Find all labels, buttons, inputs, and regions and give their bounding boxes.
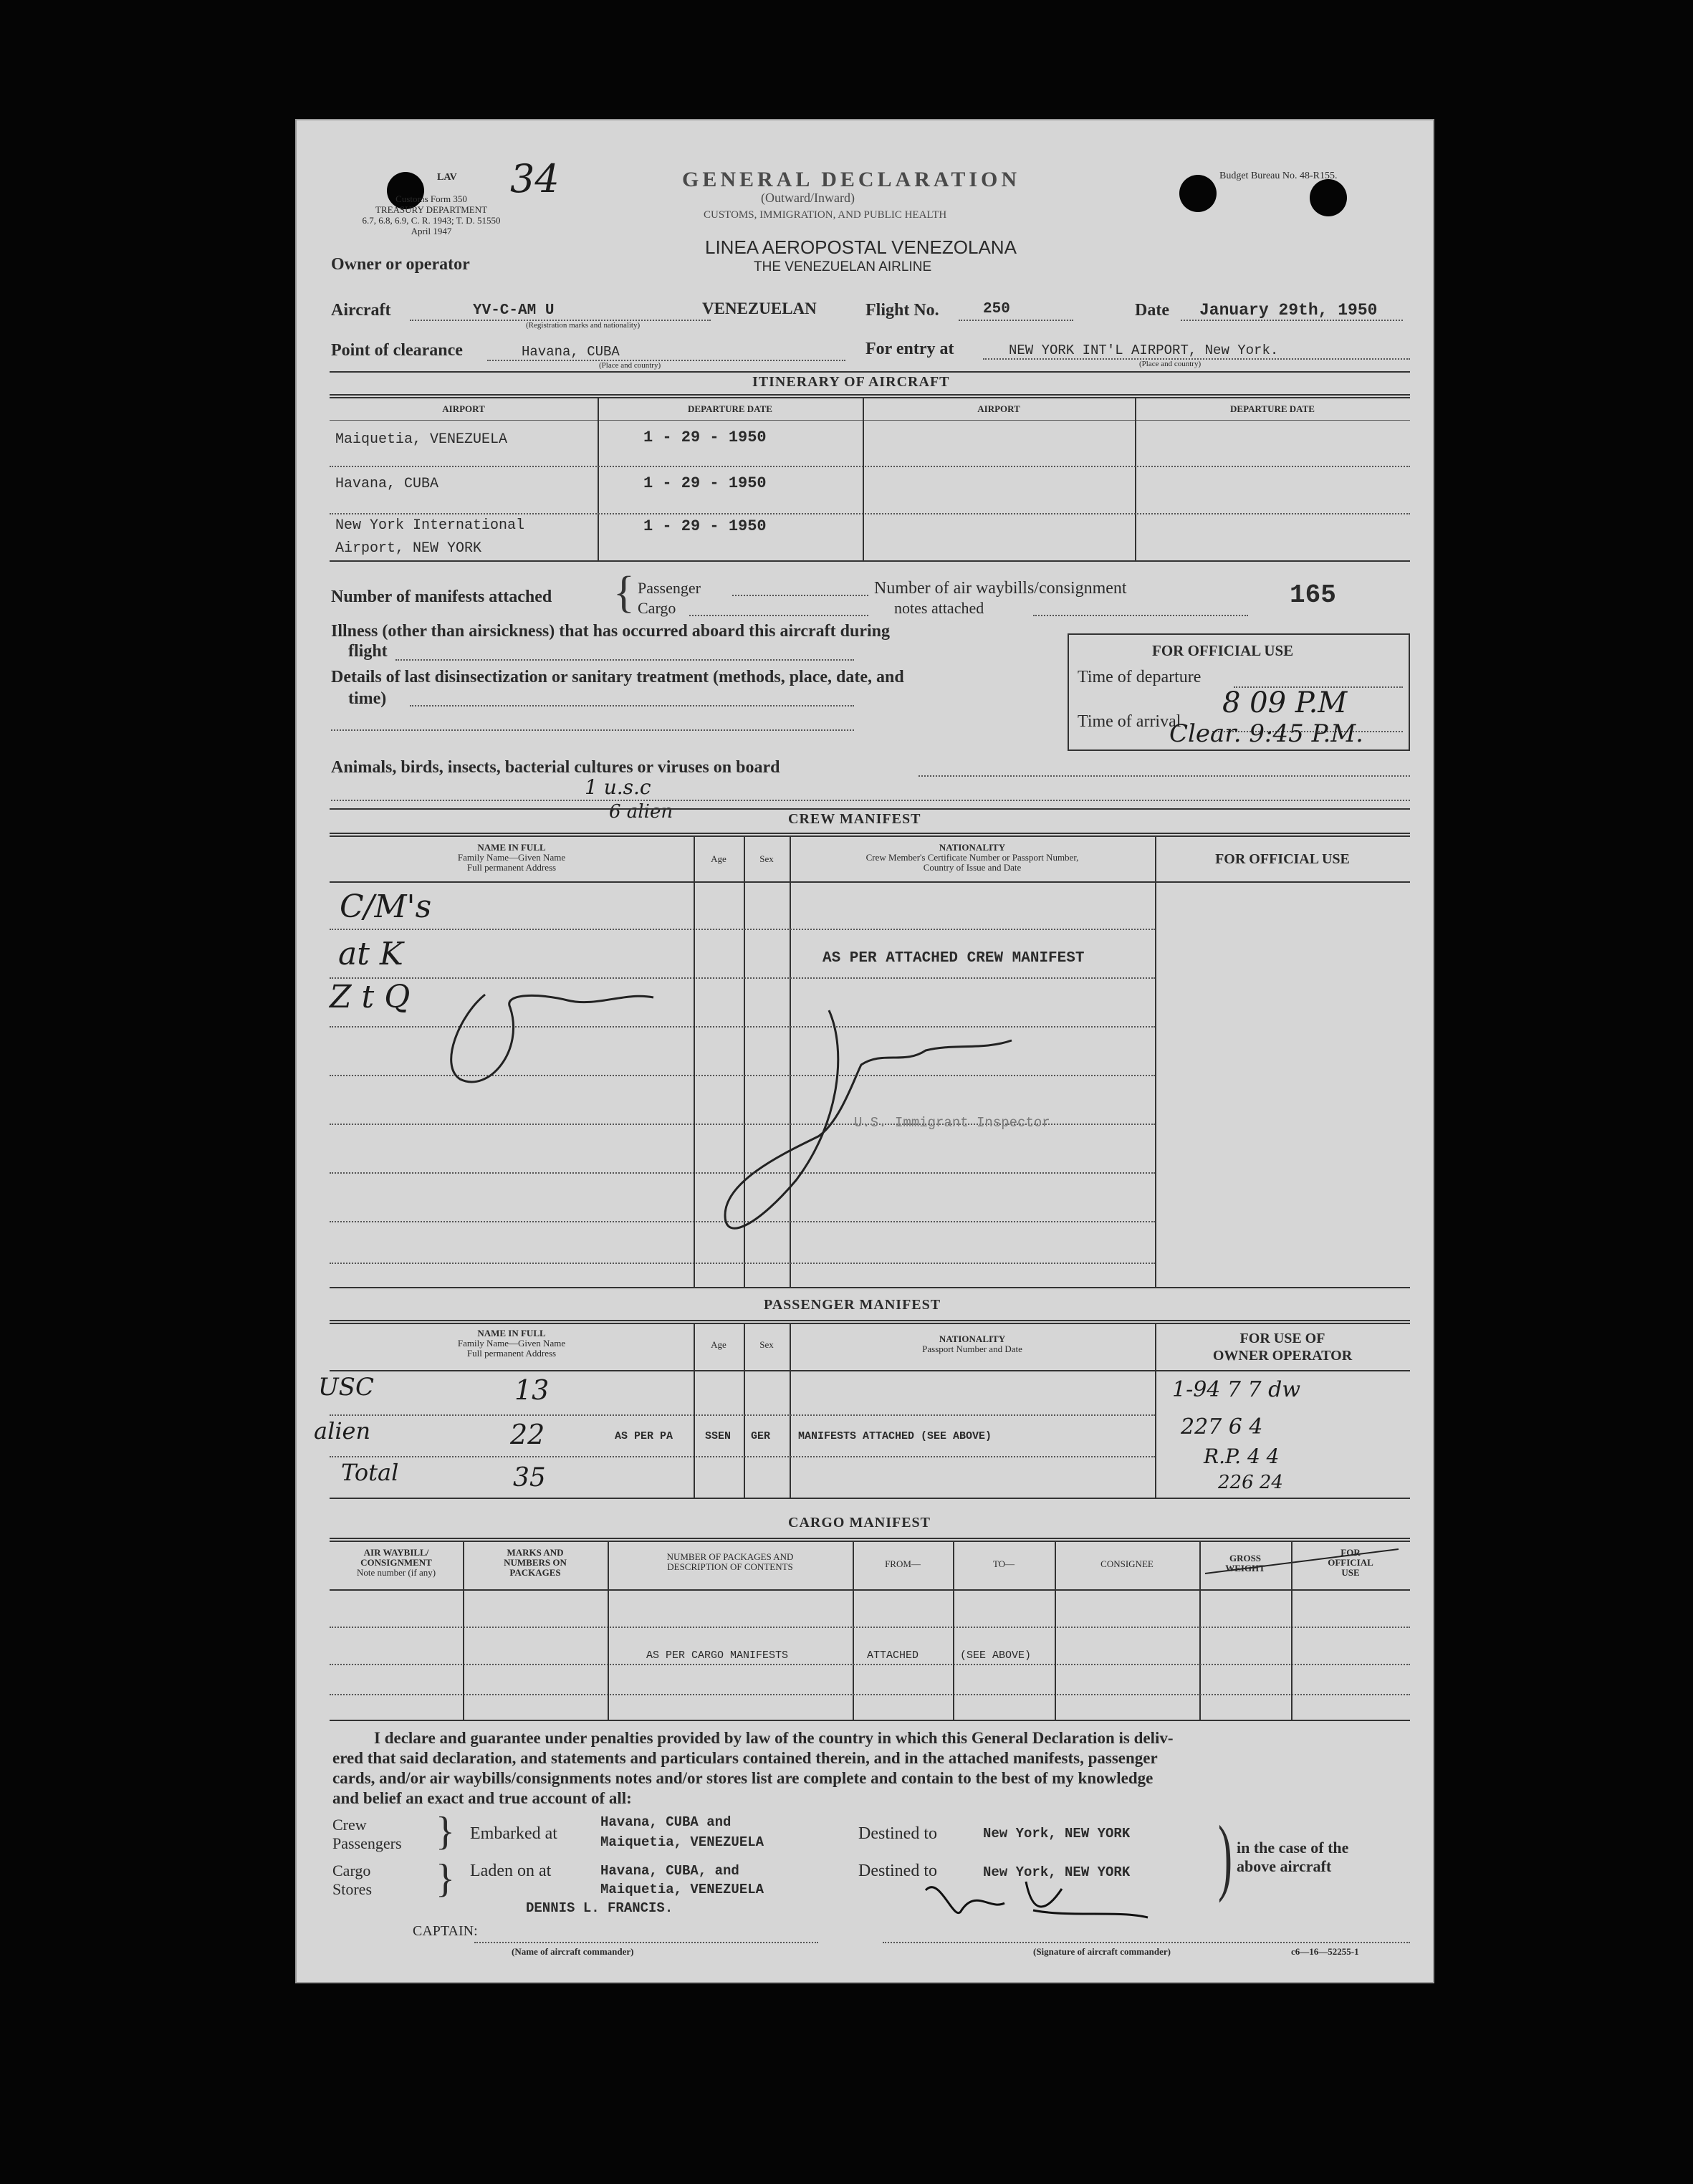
passenger-label: Passenger <box>638 579 701 597</box>
illness-label-line2: flight <box>348 642 388 661</box>
declaration-line: and belief an exact and true account of all: <box>332 1789 632 1807</box>
lav-handwritten-number: 34 <box>510 156 560 201</box>
flight-number-value: 250 <box>983 301 1010 317</box>
agencies-line: CUSTOMS, IMMIGRATION, AND PUBLIC HEALTH <box>704 209 947 221</box>
itinerary-header-date: DEPARTURE DATE <box>688 403 772 414</box>
notes-attached-label: notes attached <box>894 599 984 617</box>
inspector-signature-scribble <box>295 119 1434 1983</box>
passenger-hand-total-count: 35 <box>513 1463 546 1493</box>
embarked-value-2: Maiquetia, VENEZUELA <box>600 1834 764 1850</box>
passenger-header-age: Age <box>711 1339 726 1350</box>
passenger-body-b: SSEN <box>705 1430 732 1442</box>
date-value: January 29th, 1950 <box>1199 301 1378 320</box>
owner-tally-1: 1-94 7 7 dw <box>1172 1377 1301 1402</box>
declaration-text <box>332 1728 1174 1809</box>
waybills-label: Number of air waybills/consignment <box>874 579 1127 598</box>
disinsect-label: Details of last disinsectization or sanitary treatment (methods, place, date, and <box>331 668 904 686</box>
arrival-handwritten: 8 09 P.M <box>1222 686 1348 719</box>
crew-hand-line-1: C/M's <box>340 889 432 925</box>
passenger-hand-usc-count: 13 <box>514 1374 550 1406</box>
passenger-manifest-title: PASSENGER MANIFEST <box>764 1297 941 1313</box>
cargo-body-c: (SEE ABOVE) <box>960 1649 1032 1662</box>
form-line: April 1947 <box>411 226 452 236</box>
crew-header-name: NAME IN FULL Family Name—Given Name Full permanent Address <box>457 842 566 873</box>
form-line: 6.7, 6.8, 6.9, C. R. 1943; T. D. 51550 <box>362 215 501 226</box>
aircraft-caption: (Registration marks and nationality) <box>526 321 641 330</box>
cargo-header-waybill: AIR WAYBILL/ CONSIGNMENT Note number (if any) <box>356 1547 436 1578</box>
in-case-line-2: above aircraft <box>1237 1857 1332 1875</box>
entry-label: For entry at <box>865 340 954 358</box>
clearance-value: Havana, CUBA <box>522 344 620 360</box>
laden-value-1: Havana, CUBA, and <box>600 1863 739 1879</box>
destined-value-2: New York, NEW YORK <box>983 1864 1131 1880</box>
passenger-hand-total: Total <box>341 1459 399 1486</box>
passenger-hand-alien-count: 22 <box>510 1419 545 1450</box>
itinerary-airport-3: New York International <box>335 517 525 534</box>
official-box-title: FOR OFFICIAL USE <box>1152 642 1294 659</box>
waybills-value: 165 <box>1290 580 1336 610</box>
itinerary-header-airport-2: AIRPORT <box>977 403 1020 414</box>
cargo-header-to: TO— <box>992 1558 1015 1569</box>
itinerary-date-1: 1 - 29 - 1950 <box>643 428 767 446</box>
cargo-manifest-title: CARGO MANIFEST <box>788 1515 931 1531</box>
caption-commander-name: (Name of aircraft commander) <box>512 1946 634 1957</box>
decl-crew: Crew <box>332 1816 367 1834</box>
passenger-body-d: MANIFESTS ATTACHED (SEE ABOVE) <box>798 1430 992 1442</box>
passenger-header-nationality: NATIONALITY Passport Number and Date <box>922 1333 1022 1354</box>
cargo-body-b: ATTACHED <box>867 1649 919 1662</box>
caption-commander-signature: (Signature of aircraft commander) <box>1033 1946 1171 1957</box>
budget-number: Budget Bureau No. 48-R155. <box>1219 171 1338 181</box>
destined-label-1: Destined to <box>858 1824 937 1843</box>
declaration-form: LAV 34 Customs Form 350 TREASURY DEPARTMENT 6.7, 6.8, 6.9, C. R. 1943; T. D. 51550 April 1947 GENERAL DECLARATION (Outward/Inward) CUSTOMS, IMMIGRATION, AND PUBLIC HEALTH Budget Bureau No. 48-R155. LINEA AEROPOSTAL VENEZOLANA THE VENEZUELAN AIRLINE Owner or operator Aircraft YV-C-AM U VENEZUELAN (Registration marks and nationality) Flight No. 250 Date January 29th, 1950 Point of clearance Havana, CUBA (Place and country) For entry at NEW YORK INT'L AIRPORT, New York. (Place and country) ITINERARY OF AIRCRAFT AIRPORT DEPARTURE DATE AIRPORT DEPARTURE DATE Maiquetia, VENEZUELA 1 - 29 - 1950 Havana, CUBA 1 - 29 - 1950 New York International Airport, NEW YORK 1 - 29 - 1950 Number of manifests attached { Passenger Cargo Number of air waybills/consignment notes attached 165 Illness (other than airsickness) that has occurred aboard this aircraft during flight Details of last disinsectization or sanitary treatment (methods, place, date, and time) FOR OFFICIAL USE Time of departure Time of arrival 8 09 P.M Clear. 9:45 P.M. Animals, birds, insects, bacterial cultures or viruses on board 1 u.s.c 6 alien CREW MANIFEST NAME IN FULL Family Name—Given Name Full permanent Address Age Sex NATIONALITY Crew Member's Certificate Number or Passport Number, Country of Issue and Date FOR OFFICIAL USE C/M's at K Z t Q AS PER ATTACHED CREW MANIFEST U.S. Immigrant Inspector PASSENGER MANIFEST NAME IN FULL Family Name—Given Name Full permanent Address Age Sex NATIONALITY Passport Number and Date FOR USE OF OWNER OPERATOR USC alien Total 13 22 35 AS PER PA SSEN GER MANIFESTS ATTACHED (SEE ABOVE) 1-94 7 7 dw 227 6 4 R.P. 4 4 226 24 CARGO MANIFEST AIR WAYBILL/ CONSIGNMENT Note number (if any) MARKS AND NUMBERS ON PACKAGES NUMBER OF PACKAGES AND DESCRIPTION OF CONTENTS FROM— TO— CONSIGNEE GROSS WEIGHT FOR OFFICIAL USE AS PER CARGO MANIFESTS ATTACHED (SEE ABOVE) I declare and guarantee under penalties provided by law of the country in which this General Declaration is deliv- ered that said declaration, and statements and particulars contained therein, and in the attached manifests, passenger cards, and/or air waybills/consignments notes and/or stores list are complete and contain to the best of my knowledge and belief an exact and true account of all: Crew Passengers } Embarked at Havana, CUBA and Maiquetia, VENEZUELA Destined to New York, NEW YORK Cargo Stores } Laden on at Havana, CUBA, and Maiquetia, VENEZUELA Destined to New York, NEW YORK ) in the case of the above aircraft CAPTAIN: DENNIS L. FRANCIS. (Name of aircraft commander) (Signature of aircraft commander) c6—16—52255-1 <box>295 119 1434 1983</box>
cargo-header-official: FOR OFFICIAL USE <box>1328 1547 1373 1578</box>
owner-operator-label: Owner or operator <box>331 255 470 274</box>
aircraft-label: Aircraft <box>331 301 391 320</box>
in-case-line-1: in the case of the <box>1237 1839 1349 1857</box>
itinerary-header-airport: AIRPORT <box>442 403 485 414</box>
disinsect-label-line2: time) <box>348 689 387 708</box>
declaration-line: I declare and guarantee under penalties provided by law of the country in which this General Declaration is deliv- <box>374 1729 1174 1747</box>
crew-hand-line-2: at K <box>338 936 403 972</box>
crew-body-text: AS PER ATTACHED CREW MANIFEST <box>822 950 1085 967</box>
laden-value-2: Maiquetia, VENEZUELA <box>600 1882 764 1897</box>
crew-header-official: FOR OFFICIAL USE <box>1215 851 1350 867</box>
flight-number-label: Flight No. <box>865 301 939 320</box>
illness-label: Illness (other than airsickness) that has occurred aboard this aircraft during <box>331 622 891 641</box>
owner-tally-3: R.P. 4 4 <box>1204 1445 1280 1468</box>
crew-count-note-1: 1 u.s.c <box>585 775 651 799</box>
itinerary-header-date-2: DEPARTURE DATE <box>1230 403 1315 414</box>
crew-manifest-title: CREW MANIFEST <box>788 811 921 827</box>
destined-value-1: New York, NEW YORK <box>983 1826 1131 1841</box>
decl-passengers: Passengers <box>332 1834 402 1852</box>
itinerary-title: ITINERARY OF AIRCRAFT <box>752 374 950 390</box>
cargo-header-from: FROM— <box>885 1558 921 1569</box>
clearance-label: Point of clearance <box>331 341 463 360</box>
passenger-hand-usc: USC <box>318 1373 374 1402</box>
cargo-label: Cargo <box>638 599 676 617</box>
crew-hand-line-3: Z t Q <box>330 979 411 1015</box>
cargo-header-marks: MARKS AND NUMBERS ON PACKAGES <box>504 1547 567 1578</box>
decl-cargo: Cargo <box>332 1862 371 1879</box>
cargo-header-packages: NUMBER OF PACKAGES AND DESCRIPTION OF CONTENTS <box>666 1551 794 1572</box>
captain-label: CAPTAIN: <box>413 1923 478 1939</box>
owner-tally-2: 227 6 4 <box>1181 1414 1263 1440</box>
crew-header-sex: Sex <box>759 853 774 864</box>
passenger-header-owner: FOR USE OF OWNER OPERATOR <box>1212 1331 1353 1364</box>
passenger-header-sex: Sex <box>759 1339 774 1350</box>
aircraft-registration: YV-C-AM U <box>473 302 555 319</box>
crew-count-note-2: 6 alien <box>609 801 673 823</box>
passenger-header-name: NAME IN FULL Family Name—Given Name Full permanent Address <box>457 1328 566 1359</box>
date-label: Date <box>1135 301 1169 320</box>
clearance-handwritten: Clear. 9:45 P.M. <box>1169 719 1363 748</box>
time-of-departure-label: Time of departure <box>1078 668 1202 686</box>
form-title: GENERAL DECLARATION <box>682 168 1021 191</box>
passenger-body-c: GER <box>751 1430 771 1442</box>
passenger-hand-alien: alien <box>314 1417 371 1445</box>
laden-label: Laden on at <box>470 1862 552 1880</box>
time-of-arrival-label: Time of arrival <box>1078 712 1181 731</box>
airline-name: LINEA AEROPOSTAL VENEZOLANA <box>705 236 1017 258</box>
form-line: Customs Form 350 <box>395 193 467 204</box>
declaration-line: ered that said declaration, and statements and particulars contained therein, and in the attached manifests, passenger <box>332 1749 1158 1767</box>
print-code: c6—16—52255-1 <box>1291 1946 1359 1957</box>
itinerary-airport-2: Havana, CUBA <box>335 476 439 492</box>
immigration-stamp: U.S. Immigrant Inspector <box>854 1115 1050 1131</box>
itinerary-date-3: 1 - 29 - 1950 <box>643 517 767 535</box>
passenger-body-a: AS PER PA <box>615 1430 673 1442</box>
itinerary-airport-3-line2: Airport, NEW YORK <box>335 540 482 557</box>
captain-name: DENNIS L. FRANCIS. <box>526 1900 673 1916</box>
embarked-value-1: Havana, CUBA and <box>600 1814 732 1830</box>
clearance-caption: (Place and country) <box>599 361 661 370</box>
crew-header-nationality: NATIONALITY Crew Member's Certificate Number or Passport Number, Country of Issue and Date <box>865 842 1079 873</box>
airline-english: THE VENEZUELAN AIRLINE <box>754 259 932 274</box>
cargo-body-a: AS PER CARGO MANIFESTS <box>646 1649 789 1662</box>
lav-code: LAV <box>437 172 457 183</box>
declaration-line: cards, and/or air waybills/consignments notes and/or stores list are complete and contain to the best of my knowledge <box>332 1769 1154 1787</box>
aircraft-nationality: VENEZUELAN <box>702 300 817 317</box>
manifests-label: Number of manifests attached <box>331 588 552 606</box>
cargo-header-consignee: CONSIGNEE <box>1100 1558 1154 1569</box>
cargo-header-weight: GROSS WEIGHT <box>1225 1553 1265 1574</box>
decl-stores: Stores <box>332 1880 372 1898</box>
form-subtitle: (Outward/Inward) <box>761 191 855 205</box>
embarked-label: Embarked at <box>470 1824 557 1843</box>
itinerary-airport-1: Maiquetia, VENEZUELA <box>335 431 508 448</box>
animals-label: Animals, birds, insects, bacterial cultures or viruses on board <box>331 758 780 777</box>
destined-label-2: Destined to <box>858 1862 937 1880</box>
entry-caption: (Place and country) <box>1139 360 1202 368</box>
form-line: TREASURY DEPARTMENT <box>375 204 488 215</box>
owner-tally-4: 226 24 <box>1218 1472 1283 1493</box>
crew-header-age: Age <box>711 853 726 864</box>
itinerary-date-2: 1 - 29 - 1950 <box>643 474 767 492</box>
entry-value: NEW YORK INT'L AIRPORT, New York. <box>1009 343 1279 358</box>
